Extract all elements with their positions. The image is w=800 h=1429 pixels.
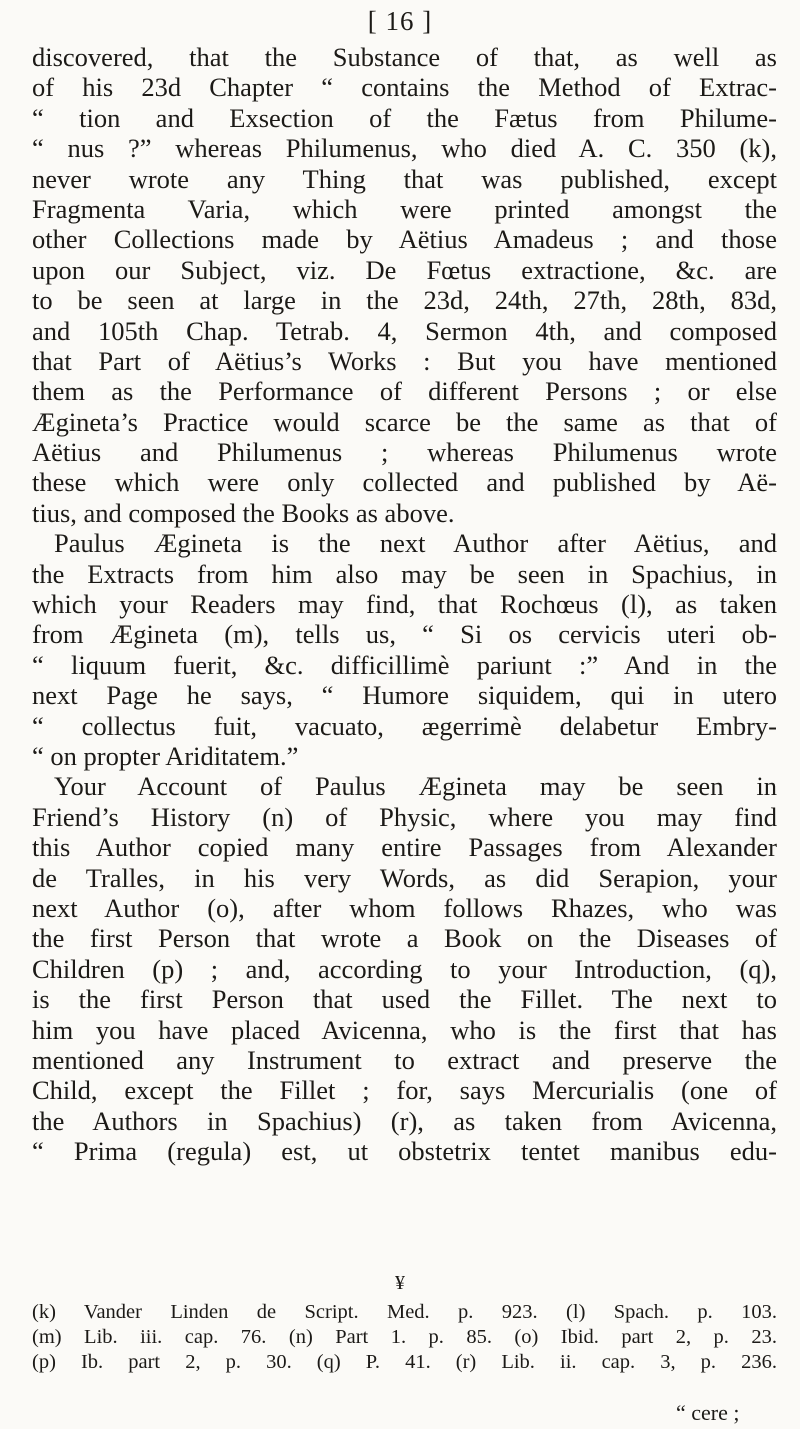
text-line: “ liquum fuerit, &c. difficillimè pariunt :” And in the — [32, 649, 777, 680]
signature-mark: ¥ — [395, 1272, 405, 1294]
body-text — [32, 42, 777, 1166]
text-line: of his 23d Chapter “ contains the Method of Extrac- — [32, 72, 777, 103]
text-line: Child, except the Fillet ; for, says Mercurialis (one of — [32, 1075, 777, 1106]
text-line: “ Prima (regula) est, ut obstetrix tentet manibus edu- — [32, 1136, 777, 1167]
text-line: Children (p) ; and, according to your Introduction, (q), — [32, 953, 777, 984]
text-line: “ tion and Exsection of the Fætus from Philume- — [32, 102, 777, 133]
text-line: Your Account of Paulus Ægineta may be seen in — [54, 771, 777, 802]
text-line: Ægineta’s Practice would scarce be the same as that of — [32, 406, 777, 437]
text-line: de Tralles, in his very Words, as did Serapion, your — [32, 862, 777, 893]
text-line: the first Person that wrote a Book on the Diseases of — [32, 923, 777, 954]
text-line: from Ægineta (m), tells us, “ Si os cervicis uteri ob- — [32, 619, 777, 650]
text-line: next Page he says, “ Humore siquidem, qui in utero — [32, 680, 777, 711]
text-line: which your Readers may find, that Rochœus (l), as taken — [32, 589, 777, 620]
text-line: these which were only collected and published by Aë- — [32, 467, 777, 498]
text-line: and 105th Chap. Tetrab. 4, Sermon 4th, and composed — [32, 315, 777, 346]
text-line: “ nus ?” whereas Philumenus, who died A. C. 350 (k), — [32, 133, 777, 164]
text-line: mentioned any Instrument to extract and preserve the — [32, 1044, 777, 1075]
text-line: that Part of Aëtius’s Works : But you have mentioned — [32, 345, 777, 376]
footnote-line: (p) Ib. part 2, p. 30. (q) P. 41. (r) Lib. ii. cap. 3, p. 236. — [32, 1351, 777, 1373]
text-line: tius, and composed the Books as above. — [32, 497, 455, 528]
footnote-line: (k) Vander Linden de Script. Med. p. 923. (l) Spach. p. 103. — [32, 1301, 777, 1323]
text-line: Aëtius and Philumenus ; whereas Philumenus wrote — [32, 437, 777, 468]
text-line: upon our Subject, viz. De Fœtus extractione, &c. are — [32, 254, 777, 285]
text-line: Friend’s History (n) of Physic, where you may find — [32, 801, 777, 832]
text-line: to be seen at large in the 23d, 24th, 27th, 28th, 83d, — [32, 285, 777, 316]
text-line: Fragmenta Varia, which were printed amongst the — [32, 193, 777, 224]
text-line: never wrote any Thing that was published, except — [32, 163, 777, 194]
text-line: “ collectus fuit, vacuato, ægerrimè delabetur Embry- — [32, 710, 777, 741]
text-line: next Author (o), after whom follows Rhazes, who was — [32, 892, 777, 923]
text-line: them as the Performance of different Persons ; or else — [32, 376, 777, 407]
footnote-line: (m) Lib. iii. cap. 76. (n) Part 1. p. 85. (o) Ibid. part 2, p. 23. — [32, 1326, 777, 1348]
page-number: [ 16 ] — [367, 6, 433, 36]
text-line: discovered, that the Substance of that, as well as — [32, 42, 777, 72]
text-line: him you have placed Avicenna, who is the first that has — [32, 1014, 777, 1045]
text-line: the Authors in Spachius) (r), as taken from Avicenna, — [32, 1105, 777, 1136]
text-line: Paulus Ægineta is the next Author after Aëtius, and — [54, 528, 777, 559]
footnotes — [32, 1300, 777, 1375]
text-line: the Extracts from him also may be seen in Spachius, in — [32, 558, 777, 589]
text-line: is the first Person that used the Fillet. The next to — [32, 984, 777, 1015]
text-line: “ on propter Ariditatem.” — [32, 740, 299, 771]
text-line: this Author copied many entire Passages from Alexander — [32, 832, 777, 863]
text-line: other Collections made by Aëtius Amadeus ; and those — [32, 224, 777, 255]
catchword: “ cere ; — [676, 1400, 740, 1425]
